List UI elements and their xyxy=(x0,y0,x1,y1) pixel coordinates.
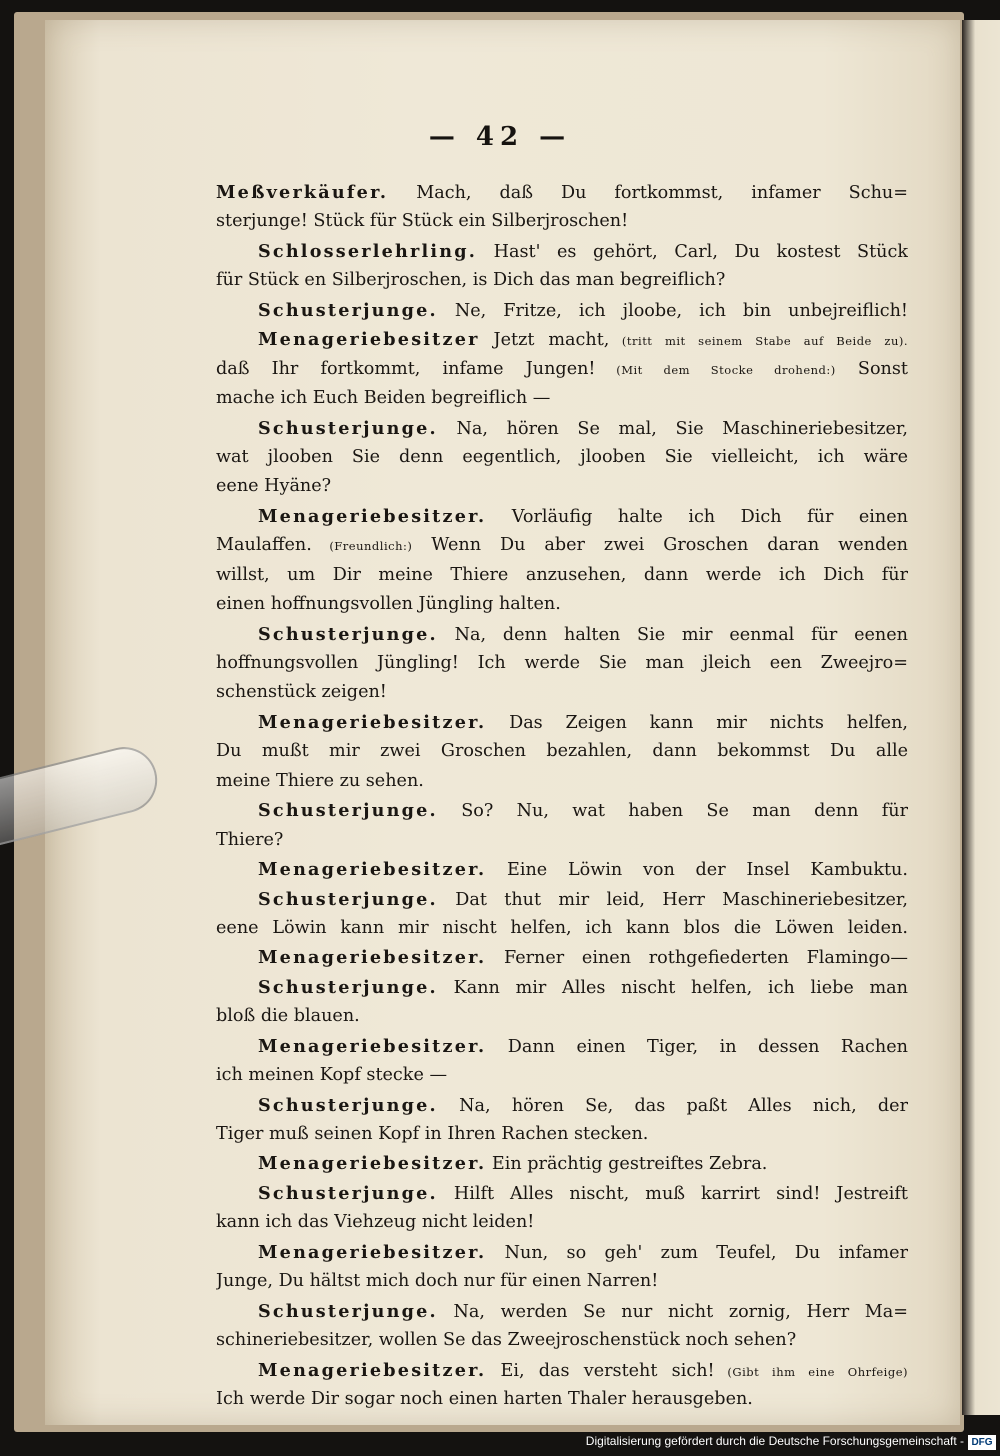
line-text: Du mußt mir zwei Groschen bezahlen, dann bekommst Du alle xyxy=(216,741,908,762)
stage-direction: (tritt mit seinem Stabe auf Beide zu). xyxy=(609,334,908,349)
speaker-name: Schusterjunge. xyxy=(258,417,438,439)
line-text: eene Hyäne? xyxy=(216,476,332,497)
text-line xyxy=(216,561,908,590)
text-line xyxy=(216,1326,908,1355)
line-text: Mach, daß Du fortkommst, infamer Schu= xyxy=(388,183,908,203)
line-text: Ich werde Dir sogar noch einen harten Thaler herausgeben. xyxy=(216,1388,753,1409)
text-line xyxy=(216,1061,908,1090)
text-line xyxy=(216,620,908,649)
line-text: daß Ihr fortkommt, infame Jungen! xyxy=(216,358,596,379)
line-text: Na, hören Se mal, Sie Maschineriebesitzer, xyxy=(437,418,908,439)
line-text: bloß die blauen. xyxy=(216,1006,360,1027)
speaker-name: Menageriebesitzer. xyxy=(258,1359,487,1381)
line-text: ich meinen Kopf stecke — xyxy=(216,1065,448,1086)
text-line xyxy=(216,767,908,796)
speaker-name: Menageriebesitzer. xyxy=(258,859,487,881)
text-line xyxy=(216,1208,908,1237)
line-text: meine Thiere zu sehen. xyxy=(216,770,424,791)
line-text: Nun, so geh' zum Teufel, Du infamer xyxy=(486,1242,908,1263)
line-text: Junge, Du hältst mich doch nur für einen Narren! xyxy=(216,1271,659,1292)
text-line xyxy=(216,1032,908,1061)
text-line xyxy=(216,1120,908,1149)
dialogue-text xyxy=(216,178,908,1414)
line-text: mache ich Euch Beiden begreiflich — xyxy=(216,388,551,409)
line-text: Na, denn halten Sie mir eenmal für eenen xyxy=(437,624,908,645)
text-line xyxy=(216,973,908,1002)
line-text: Ne, Fritze, ich jloobe, ich bin unbejreiflich! xyxy=(437,300,908,321)
line-text: Ferner einen rothgefiederten Flamingo— xyxy=(486,948,908,969)
stage-direction: (Gibt ihm eine Ohrfeige) xyxy=(714,1364,908,1379)
line-text-continued: Wenn Du aber zwei Groschen daran wenden xyxy=(412,535,908,556)
text-line xyxy=(216,531,908,560)
text-line xyxy=(216,178,908,207)
text-line xyxy=(216,266,908,295)
speaker-name: Schusterjunge. xyxy=(258,800,438,822)
text-line xyxy=(216,384,908,413)
line-text: hoffnungsvollen Jüngling! Ich werde Sie man jleich een Zweejro= xyxy=(216,653,908,673)
speaker-name: Menageriebesitzer xyxy=(258,329,480,351)
text-line xyxy=(216,355,908,384)
facing-page-edge xyxy=(962,20,1000,1415)
line-text: Ein prächtig gestreiftes Zebra. xyxy=(486,1154,768,1175)
text-line xyxy=(216,1091,908,1120)
text-line xyxy=(216,207,908,236)
line-text: Eine Löwin von der Insel Kambuktu. xyxy=(486,860,908,881)
text-line xyxy=(216,737,908,766)
line-text: Na, hören Se, das paßt Alles nich, der xyxy=(437,1095,908,1116)
line-text: sterjunge! Stück für Stück ein Silberjroschen! xyxy=(216,211,629,232)
line-text: So? Nu, wat haben Se man denn für xyxy=(437,801,908,822)
speaker-name: Schusterjunge. xyxy=(258,299,438,321)
line-text: Hilft Alles nischt, muß karrirt sind! Jestreift xyxy=(437,1183,908,1204)
text-line xyxy=(216,1267,908,1296)
line-text: Maulaffen. xyxy=(216,535,312,556)
text-line xyxy=(216,237,908,266)
text-line xyxy=(216,885,908,914)
line-text: Ei, das versteht sich! xyxy=(486,1360,715,1381)
line-text: Das Zeigen kann mir nichts helfen, xyxy=(486,712,908,733)
speaker-name: Menageriebesitzer. xyxy=(258,505,487,527)
text-line xyxy=(216,649,908,678)
line-text-continued: Sonst xyxy=(835,358,908,379)
speaker-name: Menageriebesitzer. xyxy=(258,1035,487,1057)
line-text: Dann einen Tiger, in dessen Rachen xyxy=(486,1036,908,1057)
line-text: kann ich das Viehzeug nicht leiden! xyxy=(216,1212,535,1233)
text-line xyxy=(216,502,908,531)
text-line xyxy=(216,943,908,972)
text-line xyxy=(216,1179,908,1208)
text-line xyxy=(216,414,908,443)
speaker-name: Schusterjunge. xyxy=(258,623,438,645)
text-line xyxy=(216,472,908,501)
text-line xyxy=(216,914,908,943)
speaker-name: Menageriebesitzer. xyxy=(258,947,487,969)
speaker-name: Menageriebesitzer. xyxy=(258,711,487,733)
line-text: einen hoffnungsvollen Jüngling halten. xyxy=(216,594,561,615)
speaker-name: Schusterjunge. xyxy=(258,1094,438,1116)
text-line xyxy=(216,1297,908,1326)
line-text: Vorläufig halte ich Dich für einen xyxy=(486,506,908,527)
line-text: Thiere? xyxy=(216,829,284,850)
line-text: wat jlooben Sie denn eegentlich, jlooben Sie vielleicht, ich wäre xyxy=(216,446,908,467)
speaker-name: Schusterjunge. xyxy=(258,1182,438,1204)
text-line xyxy=(216,855,908,884)
speaker-name: Schusterjunge. xyxy=(258,976,438,998)
line-text: eene Löwin kann mir nischt helfen, ich kann blos die Löwen leiden. xyxy=(216,917,908,938)
line-text: Hast' es gehört, Carl, Du kostest Stück xyxy=(477,241,908,262)
text-line xyxy=(216,1002,908,1031)
dfg-logo: DFG xyxy=(968,1435,996,1450)
line-text: Kann mir Alles nischt helfen, ich liebe man xyxy=(437,977,908,998)
page-number: — 42 — xyxy=(428,122,572,152)
speaker-name: Schlosserlehrling. xyxy=(258,240,478,262)
text-line xyxy=(216,826,908,855)
line-text: schineriebesitzer, wollen Se das Zweejroschenstück noch sehen? xyxy=(216,1330,797,1351)
line-text: Tiger muß seinen Kopf in Ihren Rachen stecken. xyxy=(216,1124,649,1144)
text-line xyxy=(216,590,908,619)
line-text: willst, um Dir meine Thiere anzusehen, dann werde ich Dich für xyxy=(216,564,908,585)
stage-direction: (Mit dem Stocke drohend:) xyxy=(595,362,836,377)
speaker-name: Menageriebesitzer. xyxy=(258,1153,487,1175)
text-line xyxy=(216,1149,908,1178)
text-line xyxy=(216,325,908,354)
speaker-name: Schusterjunge. xyxy=(258,888,438,910)
text-line xyxy=(216,796,908,825)
speaker-name: Meßverkäufer. xyxy=(216,182,389,203)
text-line xyxy=(216,296,908,325)
text-line xyxy=(216,1385,908,1414)
line-text: Jetzt macht, xyxy=(479,330,610,351)
text-line xyxy=(216,1356,908,1385)
line-text: schenstück zeigen! xyxy=(216,682,387,703)
speaker-name: Schusterjunge. xyxy=(258,1300,438,1322)
text-line xyxy=(216,708,908,737)
digitization-credit: Digitalisierung gefördert durch die Deutsche Forschungsgemeinschaft - xyxy=(585,1434,964,1448)
speaker-name: Menageriebesitzer. xyxy=(258,1241,487,1263)
line-text: für Stück en Silberjroschen, is Dich das man begreiflich? xyxy=(216,270,726,291)
line-text: Dat thut mir leid, Herr Maschineriebesitzer, xyxy=(437,889,908,910)
text-line xyxy=(216,443,908,472)
text-line xyxy=(216,678,908,707)
stage-direction: (Freundlich:) xyxy=(311,539,413,554)
text-line xyxy=(216,1238,908,1267)
line-text: Na, werden Se nur nicht zornig, Herr Ma= xyxy=(437,1301,908,1322)
